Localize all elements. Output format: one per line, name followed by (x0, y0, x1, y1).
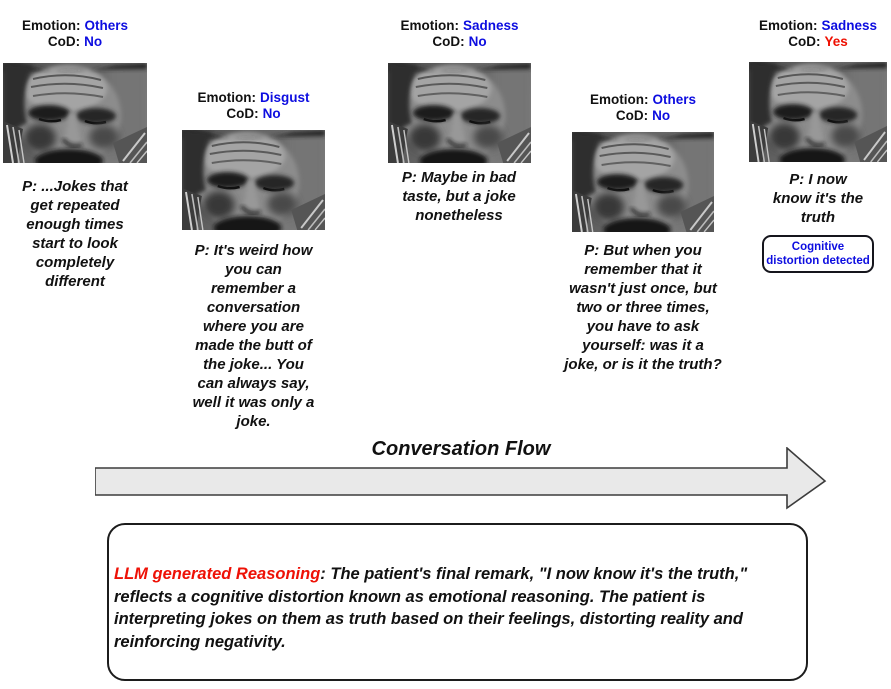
cod-label: CoD: (47, 34, 81, 49)
emotion-label: Emotion: (400, 18, 459, 33)
conversation-panel-1 (3, 18, 147, 291)
emotion-label: Emotion: (758, 18, 818, 33)
patient-face-image (3, 63, 147, 163)
patient-quote: P: ...Jokes that get repeated enough times start to look completely different (22, 178, 128, 290)
patient-quote: P: I now know it's the truth (772, 171, 864, 226)
panel-5-labels (749, 18, 887, 50)
patient-quote: P: But when you remember that it wasn't just once, but two or three times, you have to ask yourself: was it a joke, or is it the truth? (564, 242, 722, 373)
cognitive-distortion-badge: Cognitive distortion detected (762, 235, 874, 273)
emotion-value: Others (652, 92, 696, 107)
reasoning-label: LLM generated Reasoning (114, 565, 321, 583)
emotion-value: Disgust (259, 90, 310, 105)
cod-value: No (652, 108, 671, 123)
emotion-value: Sadness (462, 18, 519, 33)
llm-reasoning-box (107, 523, 808, 681)
patient-face-image (388, 63, 531, 163)
cod-value: No (84, 34, 103, 49)
emotion-label: Emotion: (21, 18, 81, 33)
panel-2-labels (182, 90, 325, 122)
reasoning-paragraph (109, 525, 806, 653)
panel-4-labels (572, 92, 714, 124)
patient-face-image (182, 130, 325, 230)
emotion-value: Others (84, 18, 128, 33)
conversation-panel-3 (388, 18, 531, 225)
emotion-value: Sadness (821, 18, 878, 33)
conversation-panel-2 (182, 90, 325, 431)
conversation-panel-5 (749, 18, 887, 273)
patient-face-image (572, 132, 714, 232)
panel-1-labels (3, 18, 147, 50)
emotion-label: Emotion: (589, 92, 649, 107)
cod-label: CoD: (788, 34, 821, 49)
conversation-panel-4 (564, 92, 722, 374)
arrow-shape (95, 448, 825, 508)
emotion-label: Emotion: (197, 90, 256, 105)
cod-value: Yes (824, 34, 848, 49)
conversation-flow-label: Conversation Flow (371, 438, 551, 460)
patient-face-image (749, 62, 887, 162)
cod-label: CoD: (432, 34, 465, 49)
patient-quote: P: Maybe in bad taste, but a joke nonetheless (401, 169, 517, 224)
conversation-flow-arrow (95, 447, 827, 510)
cod-value: No (262, 106, 281, 121)
panel-3-labels (388, 18, 531, 50)
cod-value: No (468, 34, 487, 49)
patient-quote: P: It's weird how you can remember a conversation where you are made the butt of the joke... You can always say, well it was only a joke. (192, 242, 315, 430)
cod-label: CoD: (615, 108, 649, 123)
cod-label: CoD: (226, 106, 259, 121)
reasoning-text: : The patient's final remark, "I now know it's the truth," reflects a cognitive distortion known as emotional reasoning. The patient is interpreting jokes on them as truth based on their feelings, distorting reality and reinforcing negativity. (114, 565, 748, 651)
